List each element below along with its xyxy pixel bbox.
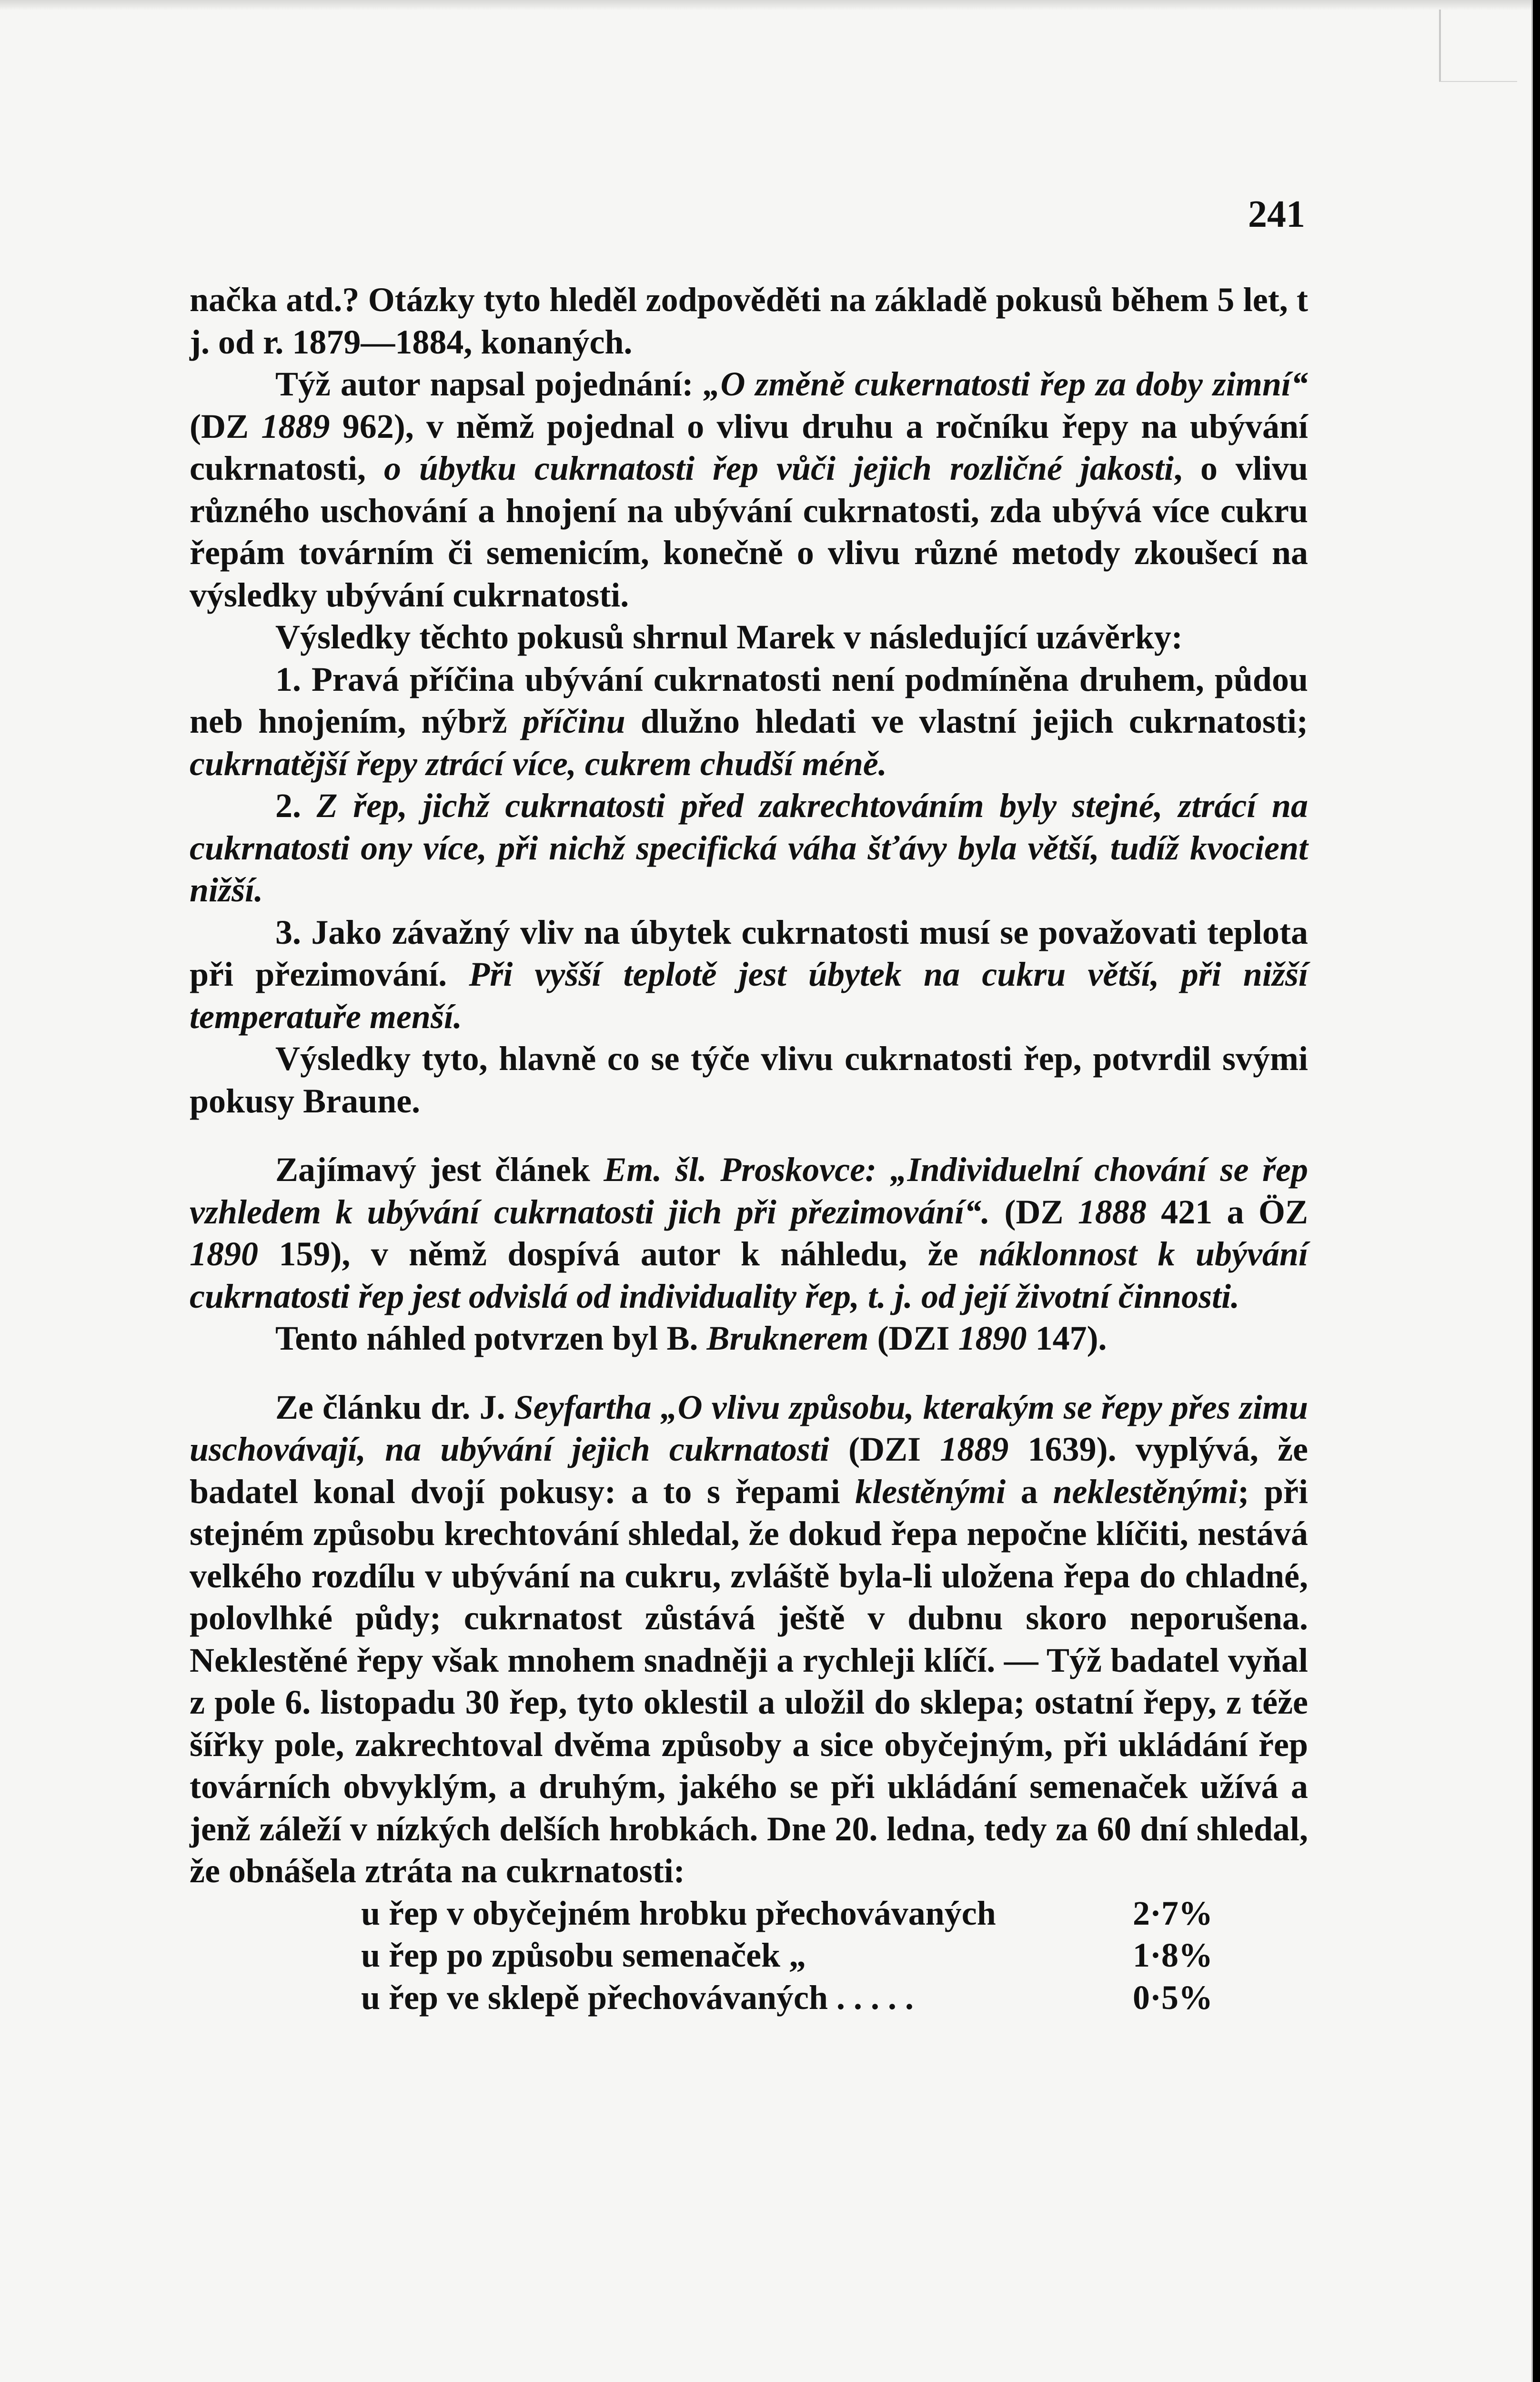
italic-run: o úbytku cukrnatosti řep vůči jejich rozličné jakosti <box>384 449 1174 487</box>
page-top-edge <box>0 0 1531 10</box>
text-run: 1. Pravá příčina ubývání cukrnatosti není podmíněna druhem, půdou neb hnojením, nýbrž <box>190 660 1308 740</box>
italic-run: Bruknerem <box>706 1319 869 1357</box>
text-run: Zajímavý jest článek <box>275 1151 604 1189</box>
text-run: 159), v němž dospívá autor k náhledu, že <box>258 1235 979 1273</box>
paragraph-b2 <box>190 363 1308 616</box>
paragraph-b5 <box>190 785 1308 911</box>
text-run: dlužno hledati ve vlastní jejich cukrnatosti; <box>625 702 1308 740</box>
scan-corner-mark <box>1439 10 1517 82</box>
italic-run: 1890 <box>190 1235 258 1273</box>
italic-run: příčinu <box>522 702 625 740</box>
text-run: Výsledky těchto pokusů shrnul Marek v následující uzávěrky: <box>275 618 1183 656</box>
text-run: 3. Jako závažný vliv na úbytek cukrnatosti musí se považovati teplota při přezimování. <box>190 913 1308 993</box>
loss-table-row <box>190 1934 1308 1977</box>
paragraph-gap <box>190 1122 1308 1149</box>
italic-run: Z řep, jichž cukrnatosti před zakrechtováním byly stejné, ztrácí na cukrnatosti ony více, při nichž specifická váha šťávy byla větší, tudíž kvocient nižší. <box>190 787 1308 909</box>
paragraph-b8 <box>190 1149 1308 1317</box>
loss-value: 0·5% <box>1133 1978 1213 2017</box>
italic-run: 1889 <box>940 1430 1009 1468</box>
italic-run: klestěnými <box>855 1472 1006 1511</box>
text-run: a <box>1006 1472 1053 1511</box>
loss-label: u řep po způsobu semenaček „ <box>361 1936 806 1974</box>
text-run: (DZ <box>990 1192 1078 1231</box>
text-run: 421 a ÖZ <box>1146 1192 1308 1231</box>
text-run: 147). <box>1027 1319 1107 1357</box>
paragraph-b6 <box>190 911 1308 1038</box>
paragraph-b7 <box>190 1038 1308 1122</box>
paragraph-b1 <box>190 279 1308 363</box>
loss-table <box>190 1892 1308 2019</box>
paragraph-b9 <box>190 1317 1308 1360</box>
italic-run: neklestěnými <box>1053 1472 1238 1511</box>
paragraph-b4 <box>190 658 1308 785</box>
italic-run: Při vyšší teplotě jest úbytek na cukru větší, při nižší temperatuře menší. <box>190 955 1308 1036</box>
text-run: 1639). vyplývá, že badatel konal dvojí pokusy: a to s řepami <box>190 1430 1308 1511</box>
text-run: Tento náhled potvrzen byl B. <box>275 1319 707 1357</box>
italic-run: Em. šl. Proskovce: „Individuelní chování se řep vzhledem k ubývání cukrnatosti jich při přezimování“. <box>190 1151 1308 1231</box>
text-run: Výsledky tyto, hlavně co se týče vlivu cukrnatosti řep, potvrdil svými pokusy Braune. <box>190 1040 1308 1120</box>
italic-run: 1888 <box>1077 1192 1147 1231</box>
loss-label: u řep ve sklepě přechovávaných . . . . . <box>361 1978 914 2017</box>
paragraph-b3 <box>190 616 1308 658</box>
italic-run: 1890 <box>958 1319 1027 1357</box>
text-run: Ze článku dr. J. <box>275 1388 514 1426</box>
italic-run: náklonnost k ubývání cukrnatosti řep jest odvislá od individuality řep, t. j. od její životní činnosti. <box>190 1235 1308 1315</box>
loss-table-row <box>190 1977 1308 2019</box>
text-run: 962), v němž pojednal o vlivu druhu a ročníku řepy na ubývání cukrnatosti, <box>190 407 1308 487</box>
loss-value: 1·8% <box>1133 1936 1213 1974</box>
text-run: (DZI <box>829 1430 940 1468</box>
body-text <box>190 279 1308 2019</box>
loss-value: 2·7% <box>1133 1894 1213 1932</box>
paragraph-gap <box>190 1360 1308 1386</box>
paragraph-b10 <box>190 1386 1308 1892</box>
text-run: načka atd.? Otázky tyto hleděl zodpověděti na základě pokusů během 5 let, t j. od r. 1879—1884, konaných. <box>190 281 1308 361</box>
text-run: (DZI <box>868 1319 958 1357</box>
loss-label: u řep v obyčejném hrobku přechovávaných <box>361 1894 996 1932</box>
italic-run: Seyfartha „O vlivu způsobu, kterakým se řepy přes zimu uschovávají, na ubývání jejich cukrnatosti <box>190 1388 1308 1468</box>
loss-table-row <box>190 1892 1308 1935</box>
italic-run: cukrnatější řepy ztrácí více, cukrem chudší méně. <box>190 744 887 783</box>
text-run: (DZ <box>190 407 262 445</box>
italic-run: 1889 <box>261 407 330 445</box>
page-number: 241 <box>1248 193 1305 235</box>
text-run: , o vlivu různého uschování a hnojení na ubývání cukrnatosti, zda ubývá více cukru řepám továrním či semenicím, konečně o vlivu různé metody zkoušecí na výsledky ubývání cukrnatosti. <box>190 449 1308 614</box>
text-run: 2. <box>275 787 317 825</box>
italic-run: „O změně cukernatosti řep za doby zimní“ <box>703 365 1308 403</box>
text-run: Týž autor napsal pojednání: <box>275 365 704 403</box>
text-run: ; při stejném způsobu krechtování shledal, že dokud řepa nepočne klíčiti, nestává velkého rozdílu v ubývání na cukru, zvláště byla-li uložena řepa do chladné, polovlhké půdy; cukrnatost zůstává ještě v dubnu skoro neporušena. Neklestěné řepy však mnohem snadněji a rychleji klíčí. — Týž badatel vyňal z pole 6. listopadu 30 řep, tyto oklestil a uložil do sklepa; ostatní řepy, z téže šířky pole, zakrechtoval dvěma způsoby a sice obyčejným, při ukládání řep továrních obvyklým, a druhým, jakého se při ukládání semenaček užívá a jenž záleží v nízkých delších hrobkách. Dne 20. ledna, tedy za 60 dní shledal, že obnášela ztráta na cukrnatosti: <box>190 1472 1308 1890</box>
